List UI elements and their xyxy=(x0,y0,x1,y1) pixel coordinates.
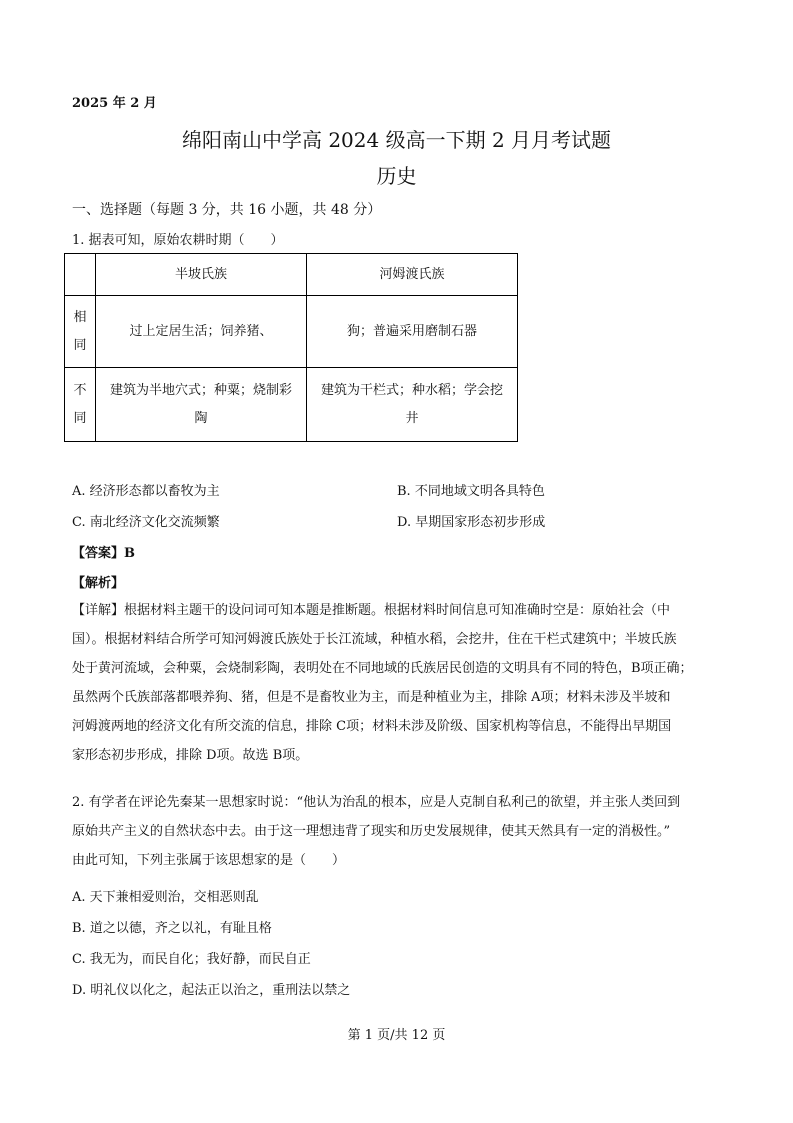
question-2-stem xyxy=(72,788,722,875)
question-2-option-b: B. 道之以德，齐之以礼，有耻且格 xyxy=(72,921,272,936)
analysis-line: 家形态初步形成，排除 D项。故选 B项。 xyxy=(72,748,309,763)
question-1-stem: 1. 据表可知，原始农耕时期（ ） xyxy=(72,233,284,248)
analysis-line: 国）。根据材料结合所学可知河姆渡氏族处于长江流域，种植水稻，会挖井，住在干栏式建筑中；半坡氏族 xyxy=(72,632,677,647)
analysis-line: 虽然两个氏族部落都喂养狗、猪，但是不是畜牧业为主，而是种植业为主，排除 A项；材料未涉及半坡和 xyxy=(72,690,671,705)
question-1-option-d: D. 早期国家形态初步形成 xyxy=(397,515,546,530)
analysis-line: 河姆渡两地的经济文化有所交流的信息，排除 C项；材料未涉及阶级、国家机构等信息，不能得出早期国 xyxy=(72,719,672,734)
question-2-option-a: A. 天下兼相爱则治，交相恶则乱 xyxy=(72,890,259,905)
table-row-label-diff: 不 同 xyxy=(65,368,96,442)
question-2-option-d: D. 明礼仪以化之，起法正以治之，重刑法以禁之 xyxy=(72,983,351,998)
analysis-line: 处于黄河流域，会种粟，会烧制彩陶，表明处在不同地域的氏族居民创造的文明具有不同的特色，B项正确； xyxy=(72,661,693,676)
table-cell-diff-right: 建筑为干栏式；种水稻；学会挖 井 xyxy=(307,368,518,442)
question-1-option-b: B. 不同地域文明各具特色 xyxy=(397,484,545,499)
question-1-option-c: C. 南北经济文化交流频繁 xyxy=(72,515,220,530)
question-1-answer: 【答案】B xyxy=(72,546,135,561)
analysis-line: 【详解】根据材料主题干的设问词可知本题是推断题。根据材料时间信息可知准确时空是：原始社会（中 xyxy=(72,603,671,618)
table-header-banpo: 半坡氏族 xyxy=(96,254,307,296)
stem-line: 原始共产主义的自然状态中去。由于这一理想违背了现实和历史发展规律，使其天然具有一定的消极性。” xyxy=(72,824,671,839)
exam-title: 绵阳南山中学高 2024 级高一下期 2 月月考试题 xyxy=(181,128,612,152)
question-1-analysis-label: 【解析】 xyxy=(72,576,125,591)
page-footer: 第 1 页/共 12 页 xyxy=(347,1028,446,1043)
question-1-option-a: A. 经济形态都以畜牧为主 xyxy=(72,484,220,499)
question-1-analysis xyxy=(72,596,722,770)
exam-date: 2025 年 2 月 xyxy=(72,96,157,111)
section-heading: 一、选择题（每题 3 分，共 16 小题，共 48 分） xyxy=(72,202,382,218)
table-corner-cell xyxy=(65,254,96,296)
table-row-label-same: 相 同 xyxy=(65,296,96,368)
stem-line: 由此可知，下列主张属于该思想家的是（ ） xyxy=(72,853,346,868)
table-cell-diff-left: 建筑为半地穴式；种粟；烧制彩 陶 xyxy=(96,368,307,442)
table-header-hemudu: 河姆渡氏族 xyxy=(307,254,518,296)
table-cell-same-right: 狗；普遍采用磨制石器 xyxy=(307,296,518,368)
question-1-table xyxy=(64,253,518,442)
table-cell-same-left: 过上定居生活；饲养猪、 xyxy=(96,296,307,368)
question-2-option-c: C. 我无为，而民自化；我好静，而民自正 xyxy=(72,952,311,967)
exam-subject: 历史 xyxy=(376,164,417,188)
stem-line: 2. 有学者在评论先秦某一思想家时说：“他认为治乱的根本，应是人克制自私利己的欲望，并主张人类回到 xyxy=(72,795,681,810)
